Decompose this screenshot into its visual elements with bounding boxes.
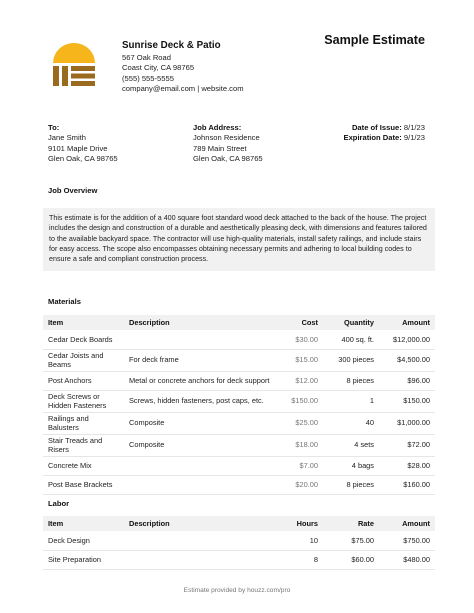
job-address-name: Johnson Residence [193, 133, 260, 143]
item-cell: Site Preparation [43, 550, 124, 569]
amount-cell: $160.00 [379, 475, 435, 494]
item-cell: Railings and Balusters [43, 412, 124, 434]
company-info [122, 40, 244, 94]
cost-cell: $20.00 [277, 475, 323, 494]
item-cell: Concrete Mix [43, 456, 124, 475]
to-label: To: [48, 123, 60, 132]
table-row [43, 330, 435, 349]
logo-bar [62, 66, 68, 86]
job-address-label: Job Address: [193, 123, 242, 132]
materials-title: Materials [48, 297, 81, 306]
cost-cell: $18.00 [277, 434, 323, 456]
amount-cell: $28.00 [379, 456, 435, 475]
to-block [48, 123, 118, 165]
company-logo [52, 43, 96, 87]
job-overview-text: This estimate is for the addition of a 400 square foot standard wood deck attached to the back of the house. The project includes the design and construction of a durable and aesthetically pleasing deck, with dimensions and features tailored to the available backyard space. The contractor will use high-quality materials, install safety railings, and include stairs for easy access. The scope also encompasses obtaining necessary permits and adhering to local building codes to ensure a safe and compliant construction process. [49, 214, 427, 264]
description-cell: Screws, hidden fasteners, post caps, etc. [124, 390, 277, 412]
issue-date-line [344, 123, 425, 133]
table-row [43, 550, 435, 569]
labor-header-amount: Amount [379, 516, 435, 531]
description-cell [124, 550, 277, 569]
cost-cell: $30.00 [277, 330, 323, 349]
description-cell [124, 475, 277, 494]
materials-header-amount: Amount [379, 315, 435, 330]
labor-header-hours: Hours [277, 516, 323, 531]
issue-date-value: 8/1/23 [403, 123, 425, 132]
job-overview-title: Job Overview [48, 186, 98, 195]
amount-cell: $150.00 [379, 390, 435, 412]
rate-cell: $60.00 [323, 550, 379, 569]
expiration-date-value: 9/1/23 [403, 133, 425, 143]
expiration-date-line [344, 133, 425, 143]
item-cell: Post Anchors [43, 371, 124, 390]
labor-header-item: Item [43, 516, 124, 531]
amount-cell: $72.00 [379, 434, 435, 456]
rate-cell: $75.00 [323, 531, 379, 550]
cost-cell: $15.00 [277, 349, 323, 371]
table-row [43, 371, 435, 390]
item-cell: Deck Design [43, 531, 124, 550]
logo-bar [71, 81, 95, 86]
quantity-cell: 8 pieces [323, 371, 379, 390]
footer-credit: Estimate provided by houzz.com/pro [183, 587, 291, 594]
amount-cell: $750.00 [379, 531, 435, 550]
description-cell [124, 456, 277, 475]
job-address-city: Glen Oak, CA 98765 [193, 154, 263, 164]
to-name: Jane Smith [48, 133, 86, 143]
description-cell: For deck frame [124, 349, 277, 371]
document-title: Sample Estimate [324, 33, 425, 47]
table-row [43, 390, 435, 412]
hours-cell: 10 [277, 531, 323, 550]
company-phone: (555) 555-5555 [122, 73, 174, 83]
logo-bar [71, 66, 95, 71]
item-cell: Post Base Brackets [43, 475, 124, 494]
quantity-cell: 300 pieces [323, 349, 379, 371]
logo-bar [53, 66, 59, 86]
materials-table [43, 315, 435, 495]
cost-cell: $7.00 [277, 456, 323, 475]
cost-cell: $12.00 [277, 371, 323, 390]
item-cell: Deck Screws or Hidden Fasteners [43, 390, 124, 412]
labor-title: Labor [48, 499, 70, 508]
quantity-cell: 400 sq. ft. [323, 330, 379, 349]
cost-cell: $150.00 [277, 390, 323, 412]
item-cell: Cedar Deck Boards [43, 330, 124, 349]
materials-header-description: Description [124, 315, 277, 330]
table-row [43, 456, 435, 475]
company-street: 567 Oak Road [122, 53, 171, 62]
amount-cell: $96.00 [379, 371, 435, 390]
materials-header-item: Item [43, 315, 124, 330]
description-cell: Metal or concrete anchors for deck support [124, 371, 277, 390]
materials-header-quantity: Quantity [323, 315, 379, 330]
amount-cell: $12,000.00 [379, 330, 435, 349]
company-city: Coast City, CA 98765 [122, 63, 195, 73]
labor-header-row [43, 516, 435, 531]
job-overview-box [43, 208, 435, 271]
item-cell: Cedar Joists and Beams [43, 349, 124, 371]
description-cell: Composite [124, 412, 277, 434]
quantity-cell: 8 pieces [323, 475, 379, 494]
description-cell: Composite [124, 434, 277, 456]
logo-bar [71, 74, 95, 79]
materials-header-row [43, 315, 435, 330]
labor-header-description: Description [124, 516, 277, 531]
table-row [43, 349, 435, 371]
to-city: Glen Oak, CA 98765 [48, 154, 118, 164]
quantity-cell: 4 sets [323, 434, 379, 456]
quantity-cell: 40 [323, 412, 379, 434]
table-row [43, 412, 435, 434]
amount-cell: $1,000.00 [379, 412, 435, 434]
job-address-block [193, 123, 263, 165]
quantity-cell: 4 bags [323, 456, 379, 475]
issue-date-label: Date of Issue: [351, 123, 402, 132]
description-cell [124, 330, 277, 349]
labor-header-rate: Rate [323, 516, 379, 531]
labor-table [43, 516, 435, 570]
job-address-street: 789 Main Street [193, 143, 247, 153]
table-row [43, 434, 435, 456]
amount-cell: $4,500.00 [379, 349, 435, 371]
item-cell: Stair Treads and Risers [43, 434, 124, 456]
logo-sun-shape [53, 43, 95, 63]
cost-cell: $25.00 [277, 412, 323, 434]
materials-header-cost: Cost [277, 315, 323, 330]
dates-block [344, 123, 425, 144]
table-row [43, 531, 435, 550]
company-name: Sunrise Deck & Patio [122, 40, 221, 51]
to-street: 9101 Maple Drive [48, 143, 108, 153]
description-cell [124, 531, 277, 550]
hours-cell: 8 [277, 550, 323, 569]
quantity-cell: 1 [323, 390, 379, 412]
company-contact: company@email.com | website.com [122, 83, 244, 93]
expiration-date-label: Expiration Date: [343, 133, 402, 143]
table-row [43, 475, 435, 494]
amount-cell: $480.00 [379, 550, 435, 569]
